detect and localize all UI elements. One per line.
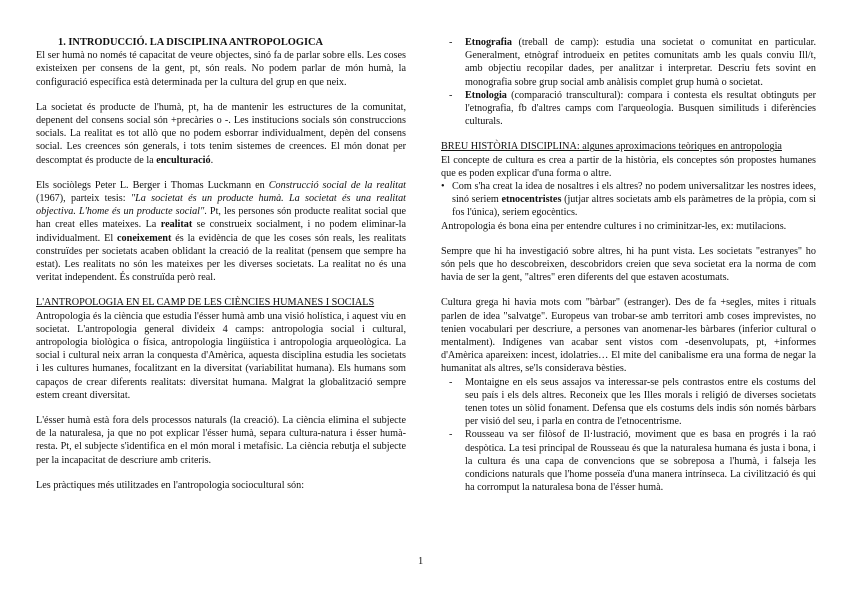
greek-culture-paragraph: Cultura grega hi havia mots com "bàrbar" (estranger). Des de fa +segles, mites i rituals parlen de idea "salvatge". Europeus van trobar-se amb territori amb coses imprevistes, no tenien vocabulari per descriure, a persones van anomenar-les bàrbares (inferior cultural o mentalment). Indígenes van acabar sent vistos com -desenvolupats, pt, +informes d'Amèrica apareixen: incest, idolatries… El mite del canibalisme era una forma de negar la humanitat als altres, se'ls considerava bèsties. (441, 297, 816, 375)
section-heading-history: BREU HISTÒRIA DISCIPLINA: algunes aproximacions teòriques en antropologia (441, 141, 782, 153)
ethnography-term: Etnografia (465, 37, 512, 48)
ethnocentrist-term: etnocentristes (501, 194, 562, 206)
berger-luckmann-paragraph: Els sociòlegs Peter L. Berger i Thomas Luckmann en Construcció social de la realitat (1967), parteix tesis: "La societat és un producte humà. La societat és una realitat objectiva. L'home és un producte social". Pt, les persones són producte realitat social que han creat elles mateixes. La realitat se construeix socialment, i no podem eliminar-la individualment. El coneixement és la evidència de que les coses són reals, les realitats construïdes per societats acaben oblidant la creació de la realitat (pensem que sempre ha estat). Les realitats no són les mateixes per les diverses societats. La realitat no és una veritat independent. És construïda però real. (36, 179, 407, 284)
book-title: Construcció social de la realitat (268, 179, 406, 191)
thesis-quote: "La societat és un producte humà. La societat és una realitat objectiva. L'home és un producte social" (36, 193, 407, 218)
culture-concept-paragraph: El concepte de cultura es crea a partir de la història, els conceptes són propostes humanes que es poden explicar d'una forma o altre. (441, 154, 816, 179)
thinkers-list (441, 376, 816, 495)
anthropology-paragraph: Antropologia és la ciència que estudia l'ésser humà amb una visió holística, i aquest viu en societat. L'antropologia general divideix 4 camps: antropologia social i cultural, antropologia biològica o física, antropologia lingüística i antropologia arqueològica. La social i cultural neix arran la conquesta d'Amèrica, aquesta disciplina estudia les societats i les cultures humanes, focalitzant en la diversitat (variabilitat humana). Els humans som capaços de crear diferents realitats: diversitat humana. Malgrat la globalització sempre estem creant diversitat. (36, 310, 406, 401)
society-paragraph: La societat és producte de l'humà, pt, ha de mantenir les estructures de la comunitat, depenent del consens social són +precàries o -. Les institucions socials són construccions socials. La realitat es tot allò que no podem esborrar individualment, depèn del consens social. Les creences són generals, i tots tenim sistemes de creences. El món donat per descomptat és producte de la enculturació. (36, 101, 406, 166)
right-column (441, 36, 816, 507)
knowledge-term: coneixement (117, 232, 172, 244)
nature-culture-paragraph: L'ésser humà està fora dels processos naturals (la creació). La ciència elimina el subjecte de la naturalesa, ja que no pot explicar l'ésser humà, separa cultura-natura i ésser humà-resta. Pt, el subjecte s'identifica en el món moral i metafísic. La ciència rebutja el subjecte per la incapacitat de descriure amb criteris. (36, 415, 406, 466)
left-column (36, 36, 406, 504)
list-item-montaigne: - Montaigne en els seus assajos va interessar-se pels contrastos entre els costums del seu país i els dels altres. Reconeix que les Illes morals i religió de diverses societats tenen totes un sòlid fonament. Defensa que els costums dels indis són només bàrbars per visió del seu, i parla en contra de l'etnocentrisme. (441, 376, 816, 429)
list-item-ethnography: - Etnografia (treball de camp): estudia una societat o comunitat en particular. Generalment, etnògraf introdueix en petites comunitats amb les quals conviu Ill/t, amb objectiu recopilar dades, per analitzar i interpretar. Descriu fets sovint en monografia sobre grup social amb anàlisis complet grup humà o societat. (441, 36, 816, 89)
intro-paragraph: El ser humà no només té capacitat de veure objectes, sinó fa de parlar sobre ells. Les coses existeixen per consens de la gent, pt, són reals. No podem parlar de món humà, la configuració específica està determinada per la cultura del grup en que neix. (36, 50, 406, 88)
reality-term: realitat (160, 219, 193, 231)
list-item-us-others: • Com s'ha creat la idea de nosaltres i els altres? no podem universalitzar les nostres idees, sinó seriem etnocentristes (jutjar altres societats amb els paràmetres de la pròpia, com si fos l'única), seriem egocèntics. (441, 180, 816, 220)
bullet-list (441, 180, 816, 220)
section-heading-anthropology-field: L'ANTROPOLOGIA EN EL CAMP DE LES CIÈNCIES HUMANES I SOCIALS (36, 297, 375, 309)
practices-list (441, 36, 816, 128)
page-number: 1 (418, 556, 424, 567)
list-item-ethnology: - Etnologia (comparació transcultural): compara i contesta els resultat obtinguts per l'etnografia, fb d'altres camps com l'arqueologia. Busquen similituds i diferències culturals. (441, 89, 816, 129)
point-of-view-paragraph: Sempre que hi ha investigació sobre altres, hi ha punt vista. Les societats "estranyes" ho són pels que ho descobreixen, descobridors creien que seva societat era la norma de com havia de ser la gent, "altres" eren diferents del que estaven acostumats. (441, 245, 816, 284)
practices-intro: Les pràctiques més utilitzades en l'antropologia sociocultural són: (36, 479, 305, 491)
main-heading: 1. INTRODUCCIÓ. LA DISCIPLINA ANTROPOLOGICA (58, 37, 324, 48)
ethnology-term: Etnologia (465, 89, 507, 101)
enculturation-term: enculturació (156, 154, 211, 166)
anthropology-tool-paragraph: Antropologia és bona eina per entendre cultures i no criminitzar-les, ex: mutilacions. (441, 220, 787, 232)
list-item-rousseau: - Rousseau va ser filòsof de Il·lustració, moviment que es basa en progrés i la raó despòtica. La tesi principal de Rousseau és que la naturalesa humana és justa i bona, i la cultura és una capa de convencions que se sobreposa a l'humà, i falseja les condicions naturals que l'home posseïa d'una manera intrínseca. La civilització és qui ha corromput la naturalesa bona de l'ésser humà. (441, 428, 816, 494)
